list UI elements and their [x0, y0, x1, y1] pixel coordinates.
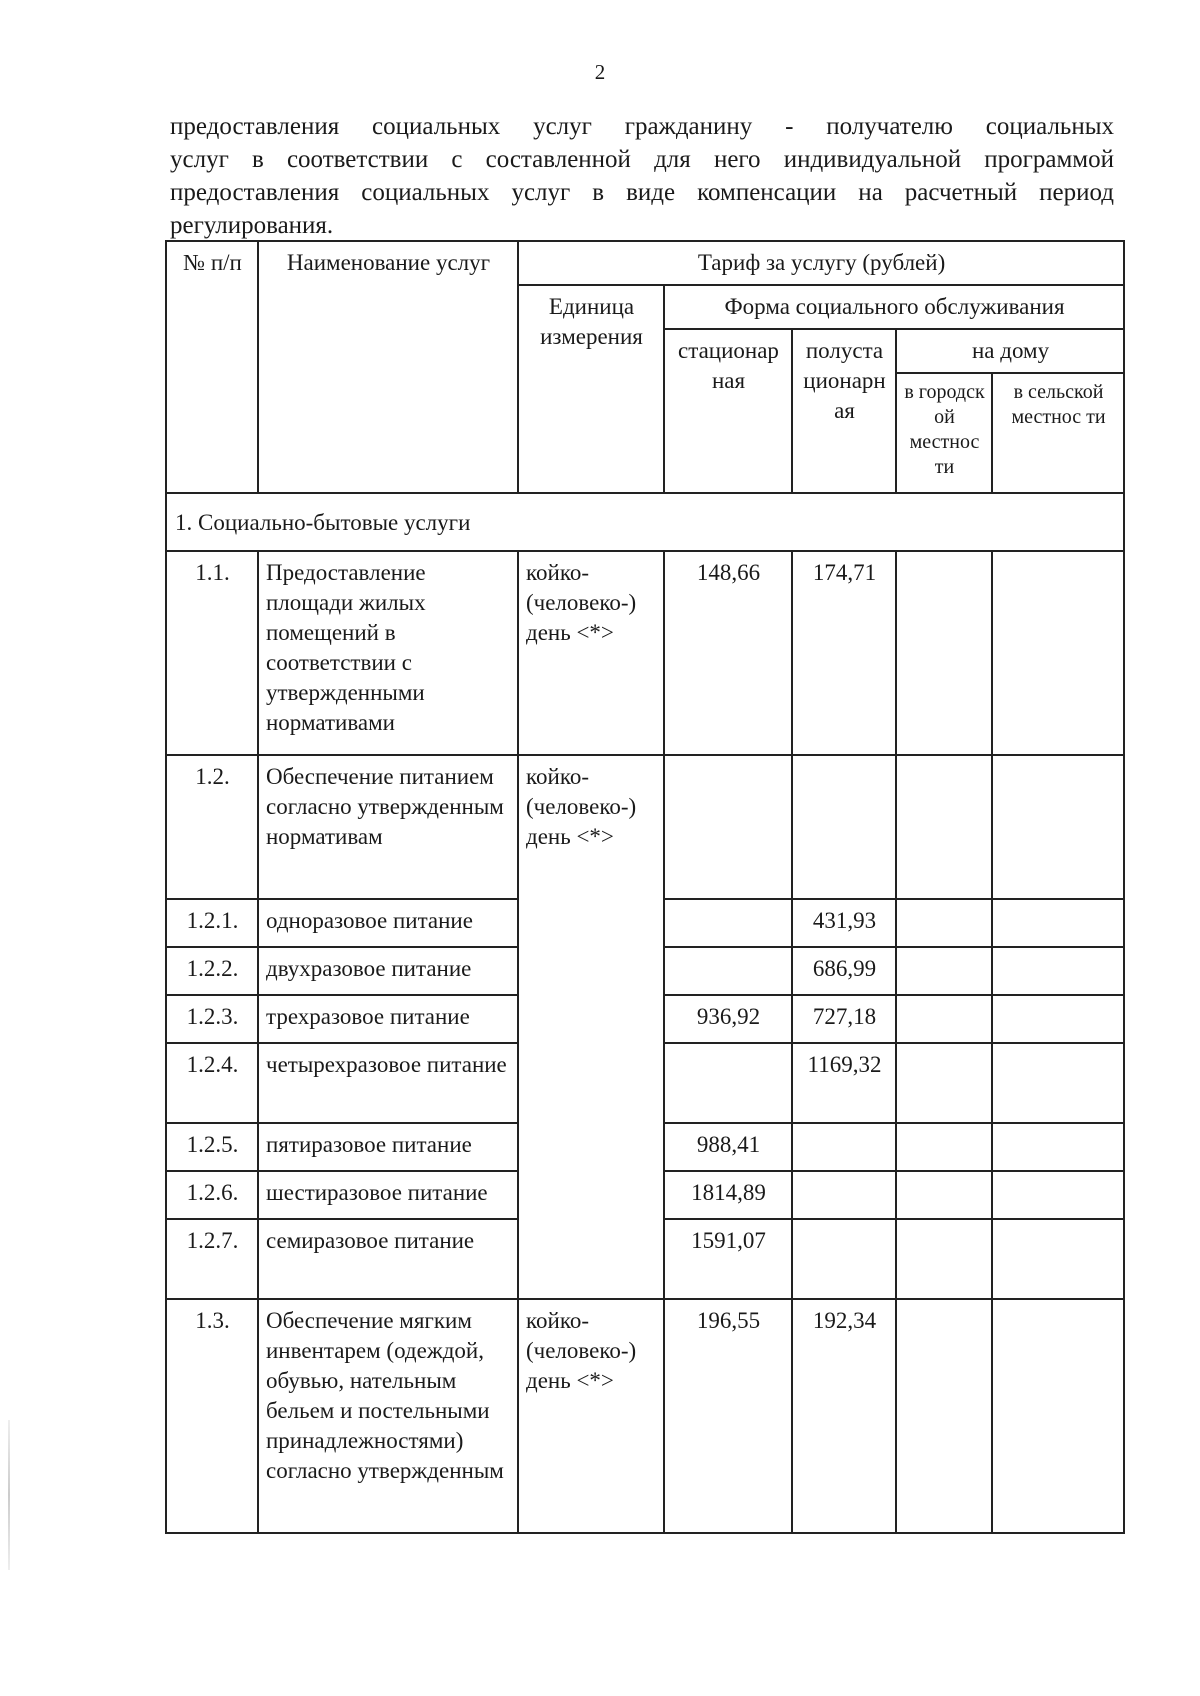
row-unit: койко-(человеко-) день <*>: [518, 1299, 664, 1533]
row-num: 1.2.: [166, 755, 258, 899]
header-tariff: Тариф за услугу (рублей): [518, 241, 1124, 285]
intro-line: регулирования.: [170, 212, 334, 239]
row-home-rural: [992, 755, 1124, 899]
row-home-rural: [992, 995, 1124, 1043]
row-unit: койко-(человеко-) день <*>: [518, 551, 664, 755]
row-semi: 431,93: [792, 899, 896, 947]
table-row: [166, 1299, 1124, 1533]
row-num: 1.1.: [166, 551, 258, 755]
header-form: Форма социального обслуживания: [664, 285, 1124, 329]
row-semi: 686,99: [792, 947, 896, 995]
row-name: четырехразовое питание: [258, 1043, 518, 1123]
row-num: 1.2.5.: [166, 1123, 258, 1171]
row-name: двухразовое питание: [258, 947, 518, 995]
row-home-rural: [992, 1043, 1124, 1123]
header-home-city: в городск ой местнос ти: [896, 373, 992, 493]
intro-paragraph: [170, 110, 1114, 242]
row-stationary: [664, 947, 792, 995]
table-row: [166, 755, 1124, 899]
intro-line: предоставления социальных услуг в виде компенсации на расчетный период: [170, 179, 1114, 206]
row-stationary: 988,41: [664, 1123, 792, 1171]
row-semi: 192,34: [792, 1299, 896, 1533]
row-unit: койко-(человеко-) день <*>: [518, 755, 664, 1299]
row-stationary: 148,66: [664, 551, 792, 755]
row-name: Обеспечение питанием согласно утвержденным нормативам: [258, 755, 518, 899]
row-num: 1.2.1.: [166, 899, 258, 947]
row-num: 1.3.: [166, 1299, 258, 1533]
table-row: [166, 551, 1124, 755]
row-semi: 727,18: [792, 995, 896, 1043]
row-stationary: [664, 899, 792, 947]
row-num: 1.2.3.: [166, 995, 258, 1043]
row-name: шестиразовое питание: [258, 1171, 518, 1219]
row-name: семиразовое питание: [258, 1219, 518, 1299]
row-home-city: [896, 551, 992, 755]
row-semi: [792, 1123, 896, 1171]
row-stationary: [664, 1043, 792, 1123]
header-num: № п/п: [166, 241, 258, 493]
row-name: одноразовое питание: [258, 899, 518, 947]
row-home-city: [896, 1043, 992, 1123]
row-home-city: [896, 995, 992, 1043]
row-semi: [792, 755, 896, 899]
row-stationary: 1814,89: [664, 1171, 792, 1219]
row-stationary: [664, 755, 792, 899]
row-home-city: [896, 1299, 992, 1533]
tariff-table: [165, 240, 1125, 1534]
row-name: пятиразовое питание: [258, 1123, 518, 1171]
row-home-rural: [992, 1171, 1124, 1219]
header-name: Наименование услуг: [258, 241, 518, 493]
header-unit: Единица измерения: [518, 285, 664, 493]
page-number: 2: [594, 60, 606, 84]
row-home-city: [896, 755, 992, 899]
row-home-rural: [992, 1123, 1124, 1171]
row-semi: 174,71: [792, 551, 896, 755]
row-home-city: [896, 1219, 992, 1299]
row-num: 1.2.6.: [166, 1171, 258, 1219]
row-num: 1.2.4.: [166, 1043, 258, 1123]
row-home-city: [896, 899, 992, 947]
intro-line: услуг в соответствии с составленной для него индивидуальной программой: [170, 146, 1114, 173]
row-semi: [792, 1171, 896, 1219]
row-home-rural: [992, 1299, 1124, 1533]
row-home-rural: [992, 551, 1124, 755]
row-home-rural: [992, 947, 1124, 995]
row-num: 1.2.7.: [166, 1219, 258, 1299]
row-num: 1.2.2.: [166, 947, 258, 995]
row-semi: [792, 1219, 896, 1299]
header-home-rural: в сельской местнос ти: [992, 373, 1124, 493]
row-name: Предоставление площади жилых помещений в соответствии с утвержденными нормативами: [258, 551, 518, 755]
row-home-rural: [992, 899, 1124, 947]
header-home: на дому: [896, 329, 1124, 373]
header-semi: полуста ционарн ая: [792, 329, 896, 493]
intro-line: предоставления социальных услуг гражданину - получателю социальных: [170, 113, 1114, 140]
row-name: трехразовое питание: [258, 995, 518, 1043]
row-home-rural: [992, 1219, 1124, 1299]
row-home-city: [896, 1123, 992, 1171]
row-stationary: 1591,07: [664, 1219, 792, 1299]
row-semi: 1169,32: [792, 1043, 896, 1123]
row-name: Обеспечение мягким инвентарем (одеждой, обувью, нательным бельем и постельными принадлежностями) согласно утвержденным: [258, 1299, 518, 1533]
row-home-city: [896, 1171, 992, 1219]
row-stationary: 196,55: [664, 1299, 792, 1533]
row-stationary: 936,92: [664, 995, 792, 1043]
scan-edge-mark: [8, 1420, 10, 1570]
row-home-city: [896, 947, 992, 995]
section-title: 1. Социально-бытовые услуги: [166, 493, 1124, 551]
tariff-table-wrap: [165, 240, 1123, 1534]
header-stationary: стационар ная: [664, 329, 792, 493]
